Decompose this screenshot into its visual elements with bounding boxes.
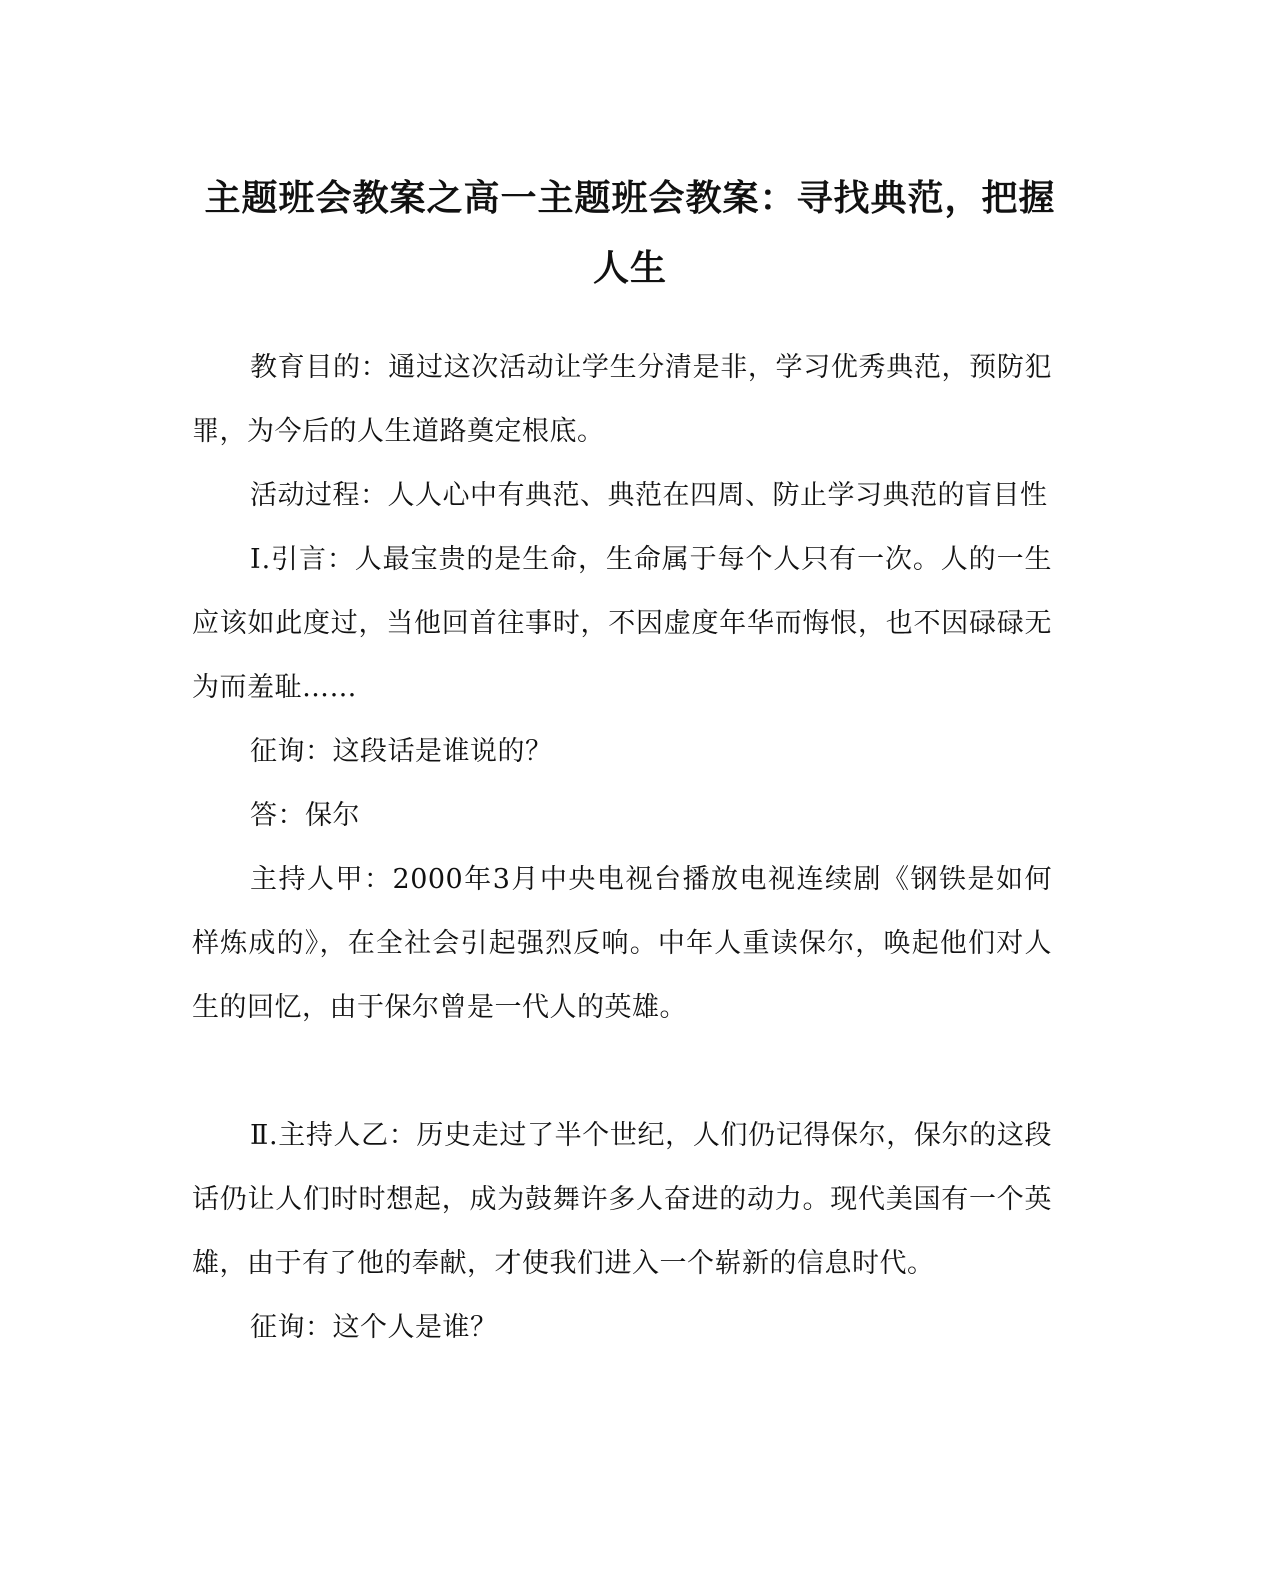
paragraph-host-a: 主持人甲：2000年3月中央电视台播放电视连续剧《钢铁是如何样炼成的》，在全社会引起强烈反响。中年人重读保尔，唤起他们对人生的回忆，由于保尔曾是一代人的英雄。: [192, 864, 1052, 1023]
paragraph-host-b: Ⅱ.主持人乙：历史走过了半个世纪，人们仍记得保尔，保尔的这段话仍让人们时时想起，成为鼓舞许多人奋进的动力。现代美国有一个英雄，由于有了他的奉献，才使我们进入一个崭新的信息时代。: [192, 1120, 1052, 1279]
paragraph-introduction: Ⅰ.引言：人最宝贵的是生命，生命属于每个人只有一次。人的一生应该如此度过，当他回首往事时，不因虚度年华而悔恨，也不因碌碌无为而羞耻……: [192, 544, 1052, 703]
paragraph-question-2: 征询：这个人是谁？: [250, 1312, 498, 1343]
paragraph-question-1: 征询：这段话是谁说的？: [250, 736, 553, 767]
paragraph-education-goal: 教育目的：通过这次活动让学生分清是非，学习优秀典范，预防犯罪，为今后的人生道路奠定根底。: [192, 352, 1052, 447]
paragraph-answer-1: 答：保尔: [250, 800, 360, 831]
document-body: [192, 336, 1052, 1360]
document-title: 主题班会教案之高一主题班会教案：寻找典范，把握人生: [204, 178, 1056, 289]
paragraph-spacer: [192, 1040, 1052, 1104]
paragraph-activity-process: 活动过程：人人心中有典范、典范在四周、防止学习典范的盲目性: [250, 480, 1048, 511]
